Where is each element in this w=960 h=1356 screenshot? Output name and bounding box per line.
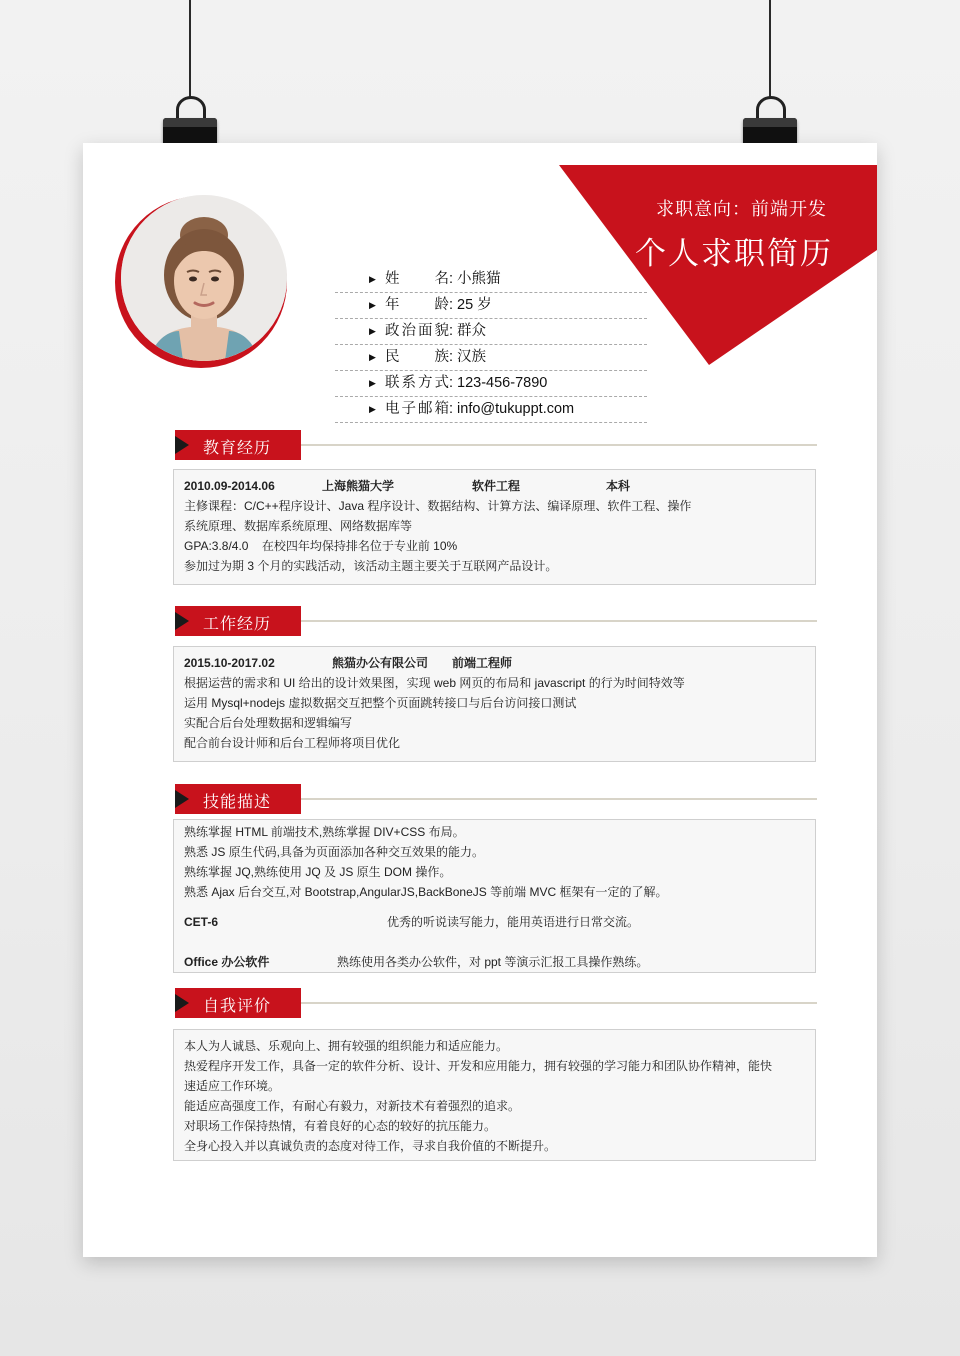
info-row-email: ▶ 电子邮箱: info@tukuppt.com: [335, 397, 647, 423]
self-eval-line: 速适应工作环境。: [184, 1079, 281, 1093]
office-desc: 熟练使用各类办公软件，对 ppt 等演示汇报工具操作熟练。: [337, 955, 649, 969]
skill-line: 熟悉 JS 原生代码,具备为页面添加各种交互效果的能力。: [184, 845, 485, 859]
section-arrow-icon: [175, 612, 189, 630]
self-eval-line: 热爱程序开发工作，具备一定的软件分析、设计、开发和应用能力，拥有较强的学习能力和团队协作精神，能快: [184, 1059, 773, 1073]
work-line: 实配合后台处理数据和逻辑编写: [184, 716, 353, 730]
education-box: [173, 469, 816, 585]
education-line: 参加过为期 3 个月的实践活动，该活动主题主要关于互联网产品设计。: [184, 559, 558, 573]
info-row-age: ▶ 年龄: 25 岁: [335, 293, 647, 319]
resume-paper: [83, 143, 877, 1257]
self-eval-box: [173, 1029, 816, 1161]
cet-label: CET-6: [184, 915, 219, 929]
bullet-triangle-icon: ▶: [369, 274, 376, 284]
skills-box: [173, 819, 816, 973]
education-line: 系统原理、数据库系统原理、网络数据库等: [184, 519, 413, 533]
work-date: 2015.10-2017.02: [184, 656, 275, 670]
work-company: 熊猫办公有限公司: [332, 656, 429, 670]
work-role: 前端工程师: [452, 656, 513, 670]
info-row-ethnicity: ▶ 民族: 汉族: [335, 345, 647, 371]
education-line: 主修课程：C/C++程序设计、Java 程序设计、数据结构、计算方法、编译原理、软件工程、操作: [184, 499, 692, 513]
info-row-name: ▶ 姓名: 小熊猫: [335, 267, 647, 293]
skill-line: 熟练掌握 JQ,熟练使用 JQ 及 JS 原生 DOM 操作。: [184, 865, 452, 879]
info-row-politics: ▶ 政治面貌: 群众: [335, 319, 647, 345]
self-eval-line: 能适应高强度工作，有耐心有毅力，对新技术有着强烈的追求。: [184, 1099, 521, 1113]
self-eval-line: 本人为人诚恳、乐观向上、拥有较强的组织能力和适应能力。: [184, 1039, 509, 1053]
section-heading-skills: 技能描述: [175, 784, 817, 814]
section-heading-self-eval: 自我评价: [175, 988, 817, 1018]
hanging-wire-left: [189, 0, 191, 98]
self-eval-line: 对职场工作保持热情，有着良好的心态的较好的抗压能力。: [184, 1119, 497, 1133]
bullet-triangle-icon: ▶: [369, 378, 376, 388]
self-eval-line: 全身心投入并以真诚负责的态度对待工作，寻求自我价值的不断提升。: [184, 1139, 557, 1153]
work-line: 根据运营的需求和 UI 给出的设计效果图，实现 web 网页的布局和 javascript 的行为时间特效等: [184, 676, 685, 690]
education-date: 2010.09-2014.06: [184, 479, 275, 493]
office-label: Office 办公软件: [184, 955, 270, 969]
work-line: 运用 Mysql+nodejs 虚拟数据交互把整个页面跳转接口与后台访问接口测试: [184, 696, 577, 710]
hanging-wire-right: [769, 0, 771, 98]
section-heading-education: 教育经历: [175, 430, 817, 460]
info-row-phone: ▶ 联系方式: 123-456-7890: [335, 371, 647, 397]
cet-desc: 优秀的听说读写能力，能用英语进行日常交流。: [387, 915, 640, 929]
skill-line: 熟练掌握 HTML 前端技术,熟练掌握 DIV+CSS 布局。: [184, 825, 465, 839]
bullet-triangle-icon: ▶: [369, 404, 376, 414]
section-heading-work: 工作经历: [175, 606, 817, 636]
work-box: [173, 646, 816, 762]
bullet-triangle-icon: ▶: [369, 300, 376, 310]
section-arrow-icon: [175, 436, 189, 454]
personal-info-list: [335, 267, 647, 423]
education-school: 上海熊猫大学: [322, 479, 395, 493]
resume-title: 个人求职简历: [635, 236, 833, 271]
bullet-triangle-icon: ▶: [369, 326, 376, 336]
section-arrow-icon: [175, 994, 189, 1012]
avatar: [121, 195, 287, 361]
work-line: 配合前台设计师和后台工程师将项目优化: [184, 736, 401, 750]
education-degree: 本科: [606, 479, 631, 493]
education-line: GPA:3.8/4.0 在校四年均保持排名位于专业前 10%: [184, 539, 458, 553]
education-major: 软件工程: [472, 479, 521, 493]
skill-line: 熟悉 Ajax 后台交互,对 Bootstrap,AngularJS,BackBoneJS 等前端 MVC 框架有一定的了解。: [184, 885, 668, 899]
job-intention: 求职意向：前端开发: [656, 199, 827, 219]
section-arrow-icon: [175, 790, 189, 808]
bullet-triangle-icon: ▶: [369, 352, 376, 362]
